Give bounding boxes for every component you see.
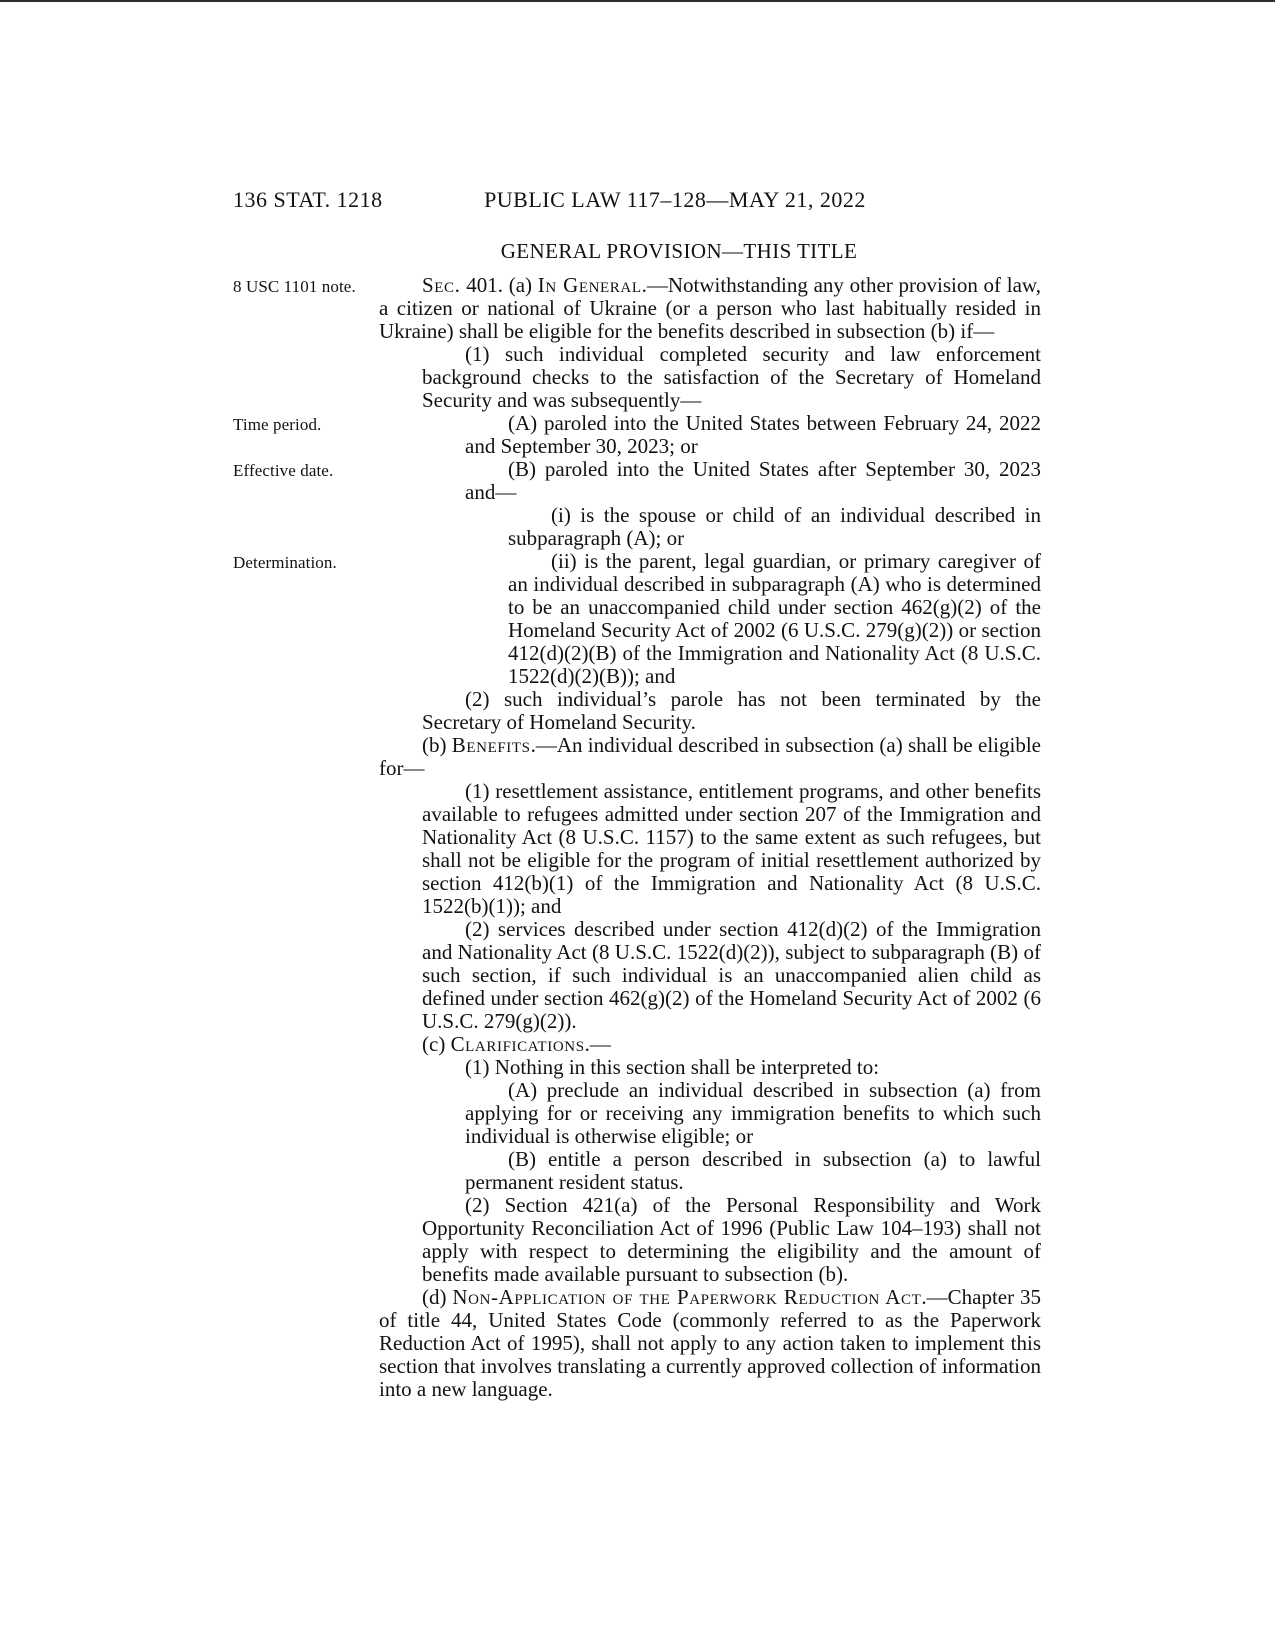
statute-paragraph — [379, 1033, 1041, 1056]
statute-paragraph — [379, 1148, 1041, 1194]
body-text: .—Chapter 35 of title 44, United States Code (commonly referred to as the Paperwork Reduction Act of 1995), shall not apply to any action taken to implement this section that involves translating a currently approved collection of information into a new language. — [379, 1285, 1041, 1401]
statute-paragraph — [379, 688, 1041, 734]
statute-body — [233, 273, 1041, 1401]
body-text: (b) — [422, 733, 452, 757]
body-text: (c) — [422, 1032, 451, 1056]
statute-paragraph — [379, 1194, 1041, 1286]
margin-note: Determination. — [233, 553, 337, 572]
body-text: .—Notwithstanding any other provision of law, a citizen or national of Ukraine (or a person who last habitually resided in Ukraine) shall be eligible for the benefits described in subsection (b) if— — [379, 273, 1041, 343]
public-law-heading: PUBLIC LAW 117–128—MAY 21, 2022 — [484, 187, 866, 212]
body-text: (A) paroled into the United States between February 24, 2022 and September 30, 2023; or — [465, 411, 1041, 458]
statute-paragraph — [233, 411, 1041, 458]
body-text: .— — [584, 1032, 611, 1056]
small-caps-text: In General — [537, 273, 642, 297]
statute-paragraph — [379, 1286, 1041, 1401]
body-text: (1) resettlement assistance, entitlement programs, and other benefits available to refugees admitted under section 207 of the Immigration and Nationality Act (8 U.S.C. 1157) to the same extent as such refugees, but shall not be eligible for the program of initial resettlement authorized by section 412(b)(1) of the Immigration and Nationality Act (8 U.S.C. 1522(b)(1)); and — [422, 779, 1041, 918]
statute-paragraph — [233, 457, 1041, 504]
body-text: 401. (a) — [460, 273, 538, 297]
section-title: GENERAL PROVISION—THIS TITLE — [500, 239, 858, 263]
body-text: (i) is the spouse or child of an individual described in subparagraph (A); or — [508, 503, 1041, 550]
body-text: (A) preclude an individual described in subsection (a) from applying for or receiving any immigration benefits to which such individual is otherwise eligible; or — [465, 1078, 1041, 1148]
body-text: (2) services described under section 412(d)(2) of the Immigration and Nationality Act (8 U.S.C. 1522(d)(2)), subject to subparagraph (B) of such section, if such individual is an unaccompanied alien child as defined under section 462(g)(2) of the Homeland Security Act of 2002 (6 U.S.C. 279(g)(2)). — [422, 917, 1041, 1033]
statute-paragraph — [233, 549, 1041, 688]
margin-note: Effective date. — [233, 461, 334, 480]
small-caps-text: Non-Application of the Paperwork Reduction Act — [452, 1285, 922, 1309]
body-text: (2) such individual’s parole has not been terminated by the Secretary of Homeland Security. — [422, 687, 1041, 734]
body-text: (1) Nothing in this section shall be interpreted to: — [465, 1055, 880, 1079]
stat-page-number: 136 STAT. 1218 — [233, 187, 383, 212]
statute-paragraph — [379, 780, 1041, 918]
body-text: (1) such individual completed security and law enforcement background checks to the satisfaction of the Secretary of Homeland Security and was subsequently— — [422, 342, 1041, 412]
body-text: (ii) is the parent, legal guardian, or primary caregiver of an individual described in subparagraph (A) who is determined to be an unaccompanied child under section 462(g)(2) of the Homeland Security Act of 2002 (6 U.S.C. 279(g)(2)) or section 412(d)(2)(B) of the Immigration and Nationality Act (8 U.S.C. 1522(d)(2)(B)); and — [508, 549, 1041, 688]
statute-paragraph — [379, 1056, 1041, 1079]
small-caps-text: Benefits — [451, 733, 531, 757]
margin-note: 8 USC 1101 note. — [233, 277, 356, 296]
body-text: (B) paroled into the United States after September 30, 2023 and— — [465, 457, 1041, 504]
body-text: (2) Section 421(a) of the Personal Responsibility and Work Opportunity Reconciliation Act of 1996 (Public Law 104–193) shall not apply with respect to determining the eligibility and the amount of benefits made available pursuant to subsection (b). — [422, 1193, 1041, 1286]
statute-paragraph — [379, 343, 1041, 412]
body-text: (d) — [422, 1285, 453, 1309]
statute-paragraph — [379, 734, 1041, 780]
statute-paragraph — [233, 273, 1041, 343]
body-text: (B) entitle a person described in subsection (a) to lawful permanent resident status. — [465, 1147, 1041, 1194]
statute-paragraph — [379, 1079, 1041, 1148]
statute-paragraph — [379, 504, 1041, 550]
margin-note: Time period. — [233, 415, 322, 434]
statute-paragraph — [379, 918, 1041, 1033]
small-caps-text: Clarifications — [450, 1032, 585, 1056]
small-caps-text: Sec. — [422, 273, 461, 297]
body-text: .—An individual described in subsection (a) shall be eligible for— — [379, 733, 1041, 780]
